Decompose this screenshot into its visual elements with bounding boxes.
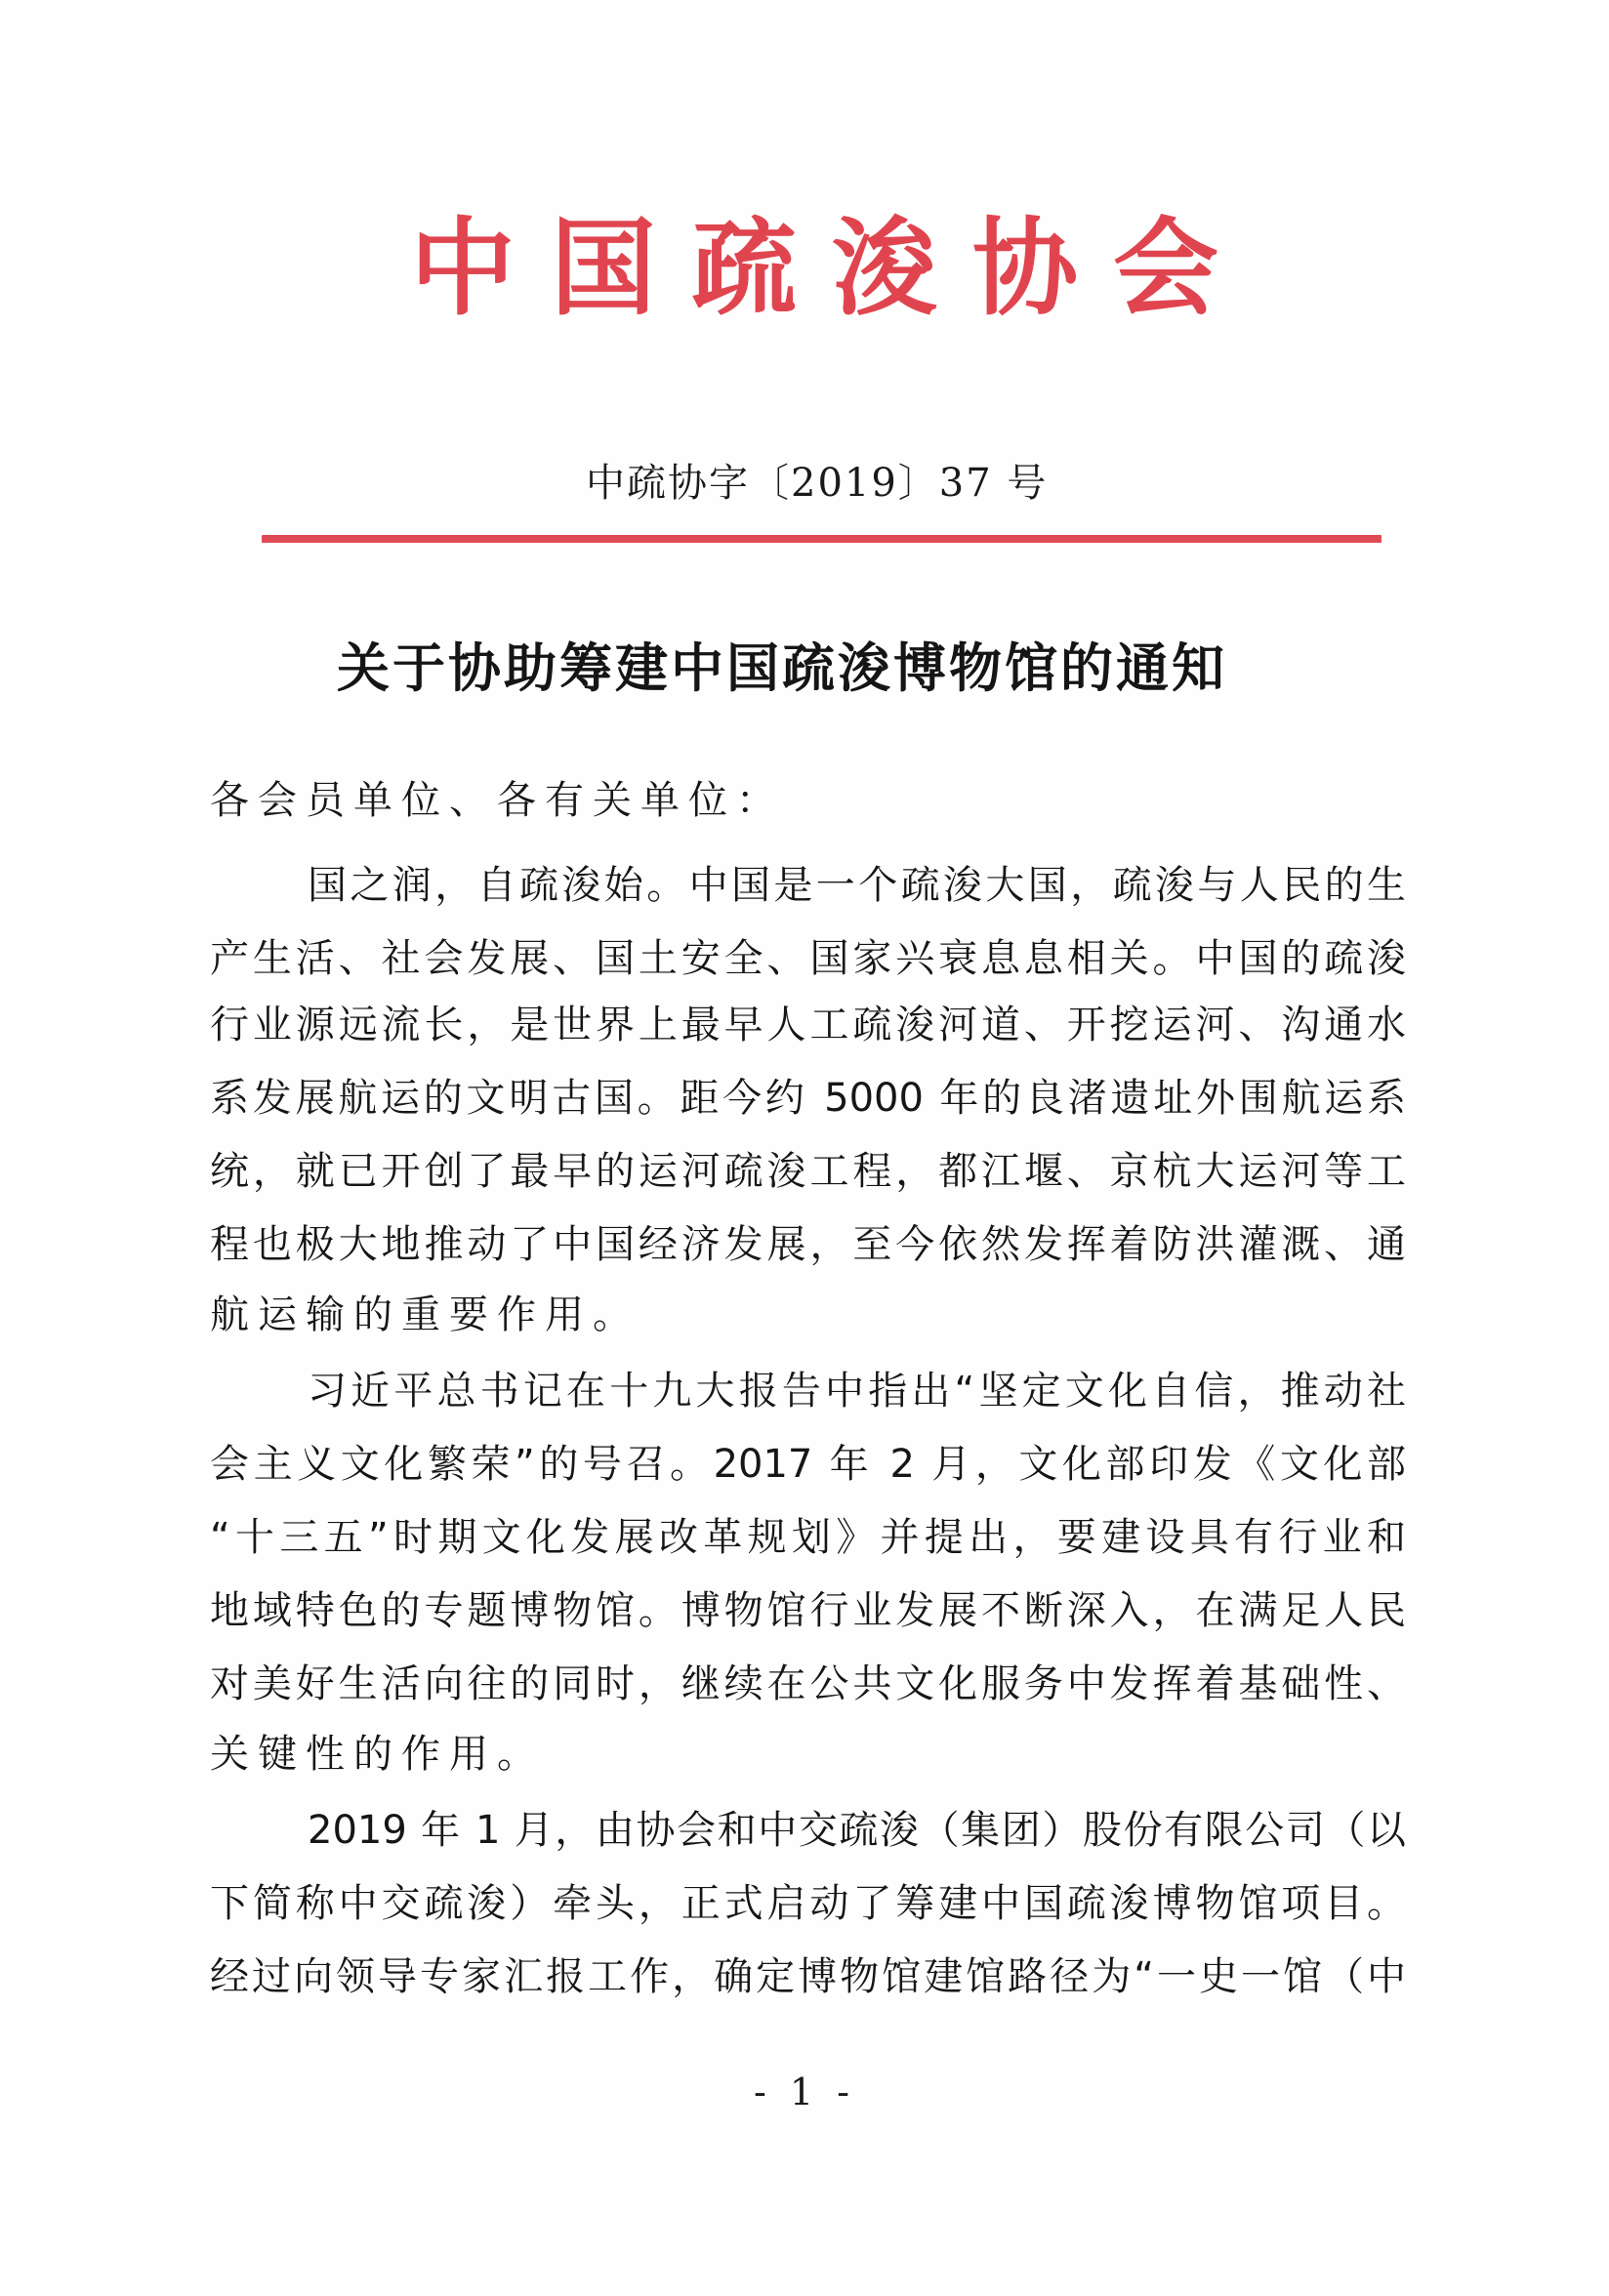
paragraph-line: 产生活、社会发展、国土安全、国家兴衰息息相关。中国的疏浚: [210, 936, 1406, 981]
paragraph-line: 下简称中交疏浚）牵头，正式启动了筹建中国疏浚博物馆项目。: [210, 1881, 1406, 1926]
paragraph-line: 程也极大地推动了中国经济发展，至今依然发挥着防洪灌溉、通: [210, 1222, 1406, 1267]
paragraph-line: 关键性的作用。: [210, 1732, 545, 1777]
document-number: 中疏协字〔2019〕37 号: [586, 461, 1049, 506]
notice-title: 关于协助筹建中国疏浚博物馆的通知: [337, 637, 1227, 699]
paragraph-line: 系发展航运的文明古国。距今约 5000 年的良渚遗址外围航运系: [210, 1076, 1406, 1121]
salutation: 各会员单位、各有关单位：: [210, 778, 784, 823]
paragraph-line: 航运输的重要作用。: [210, 1292, 640, 1337]
paragraph-line: 2019 年 1 月，由协会和中交疏浚（集团）股份有限公司（以: [308, 1808, 1406, 1853]
paragraph-line: 习近平总书记在十九大报告中指出“坚定文化自信，推动社: [308, 1369, 1406, 1414]
paragraph-line: 经过向领导专家汇报工作，确定博物馆建馆路径为“一史一馆（中: [210, 1954, 1406, 1999]
paragraph-line: 国之润，自疏浚始。中国是一个疏浚大国，疏浚与人民的生: [308, 863, 1406, 908]
paragraph-line: 会主义文化繁荣”的号召。2017 年 2 月，文化部印发《文化部: [210, 1442, 1406, 1487]
page-number: - 1 -: [753, 2070, 855, 2113]
red-divider-rule: [262, 535, 1382, 543]
paragraph-line: 行业源远流长，是世界上最早人工疏浚河道、开挖运河、沟通水: [210, 1003, 1406, 1047]
paragraph-line: 地域特色的专题博物馆。博物馆行业发展不断深入，在满足人民: [210, 1588, 1406, 1633]
paragraph-line: 对美好生活向往的同时，继续在公共文化服务中发挥着基础性、: [210, 1661, 1406, 1706]
organization-letterhead: 中国疏浚协会: [410, 207, 1255, 330]
paragraph-line: 统，就已开创了最早的运河疏浚工程，都江堰、京杭大运河等工: [210, 1149, 1406, 1194]
paragraph-line: “十三五”时期文化发展改革规划》并提出，要建设具有行业和: [210, 1515, 1406, 1560]
